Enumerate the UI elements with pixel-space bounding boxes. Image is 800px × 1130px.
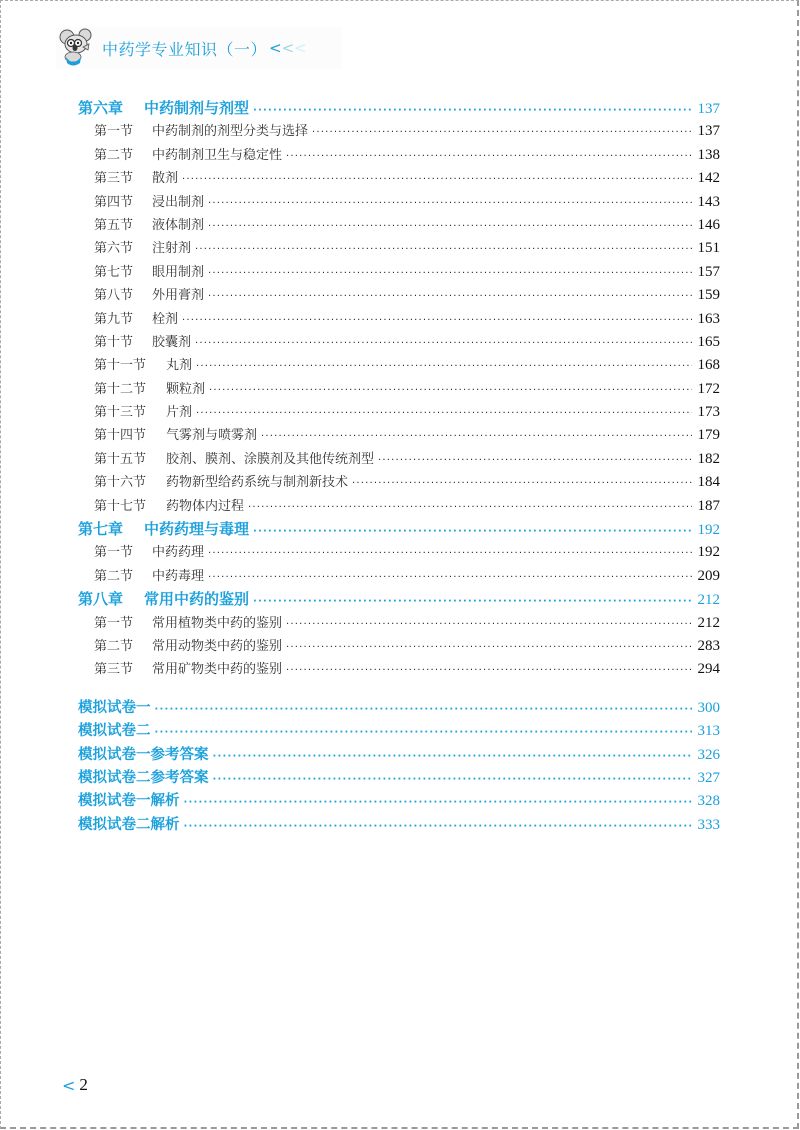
toc-section[interactable]: 第七节 眼用制剂 ····· 157 [78,261,720,284]
toc-appendix[interactable]: 模拟试卷一 ····· 300 [78,696,720,719]
dot-leader [286,619,691,630]
chapter-title: 常用中药的鉴别 [144,590,250,609]
dot-leader [286,665,691,676]
toc-section[interactable]: 第一节 中药药理 ····· 192 [78,541,720,564]
page-footer [62,1075,88,1095]
dot-leader [155,727,692,738]
toc-section[interactable]: 第十节 胶囊剂 ····· 165 [78,331,720,354]
dot-leader [253,526,691,537]
dot-leader [286,642,691,653]
toc-section[interactable]: 第十二节 颗粒剂 ····· 172 [78,378,720,401]
dot-leader [286,151,691,162]
toc-section[interactable]: 第三节 散剂 ····· 142 [78,167,720,190]
dot-leader [208,548,691,559]
toc-section[interactable]: 第十三节 片剂 ····· 173 [78,401,720,424]
toc-section[interactable]: 第九节 栓剂 ····· 163 [78,308,720,331]
dot-leader [196,408,691,419]
toc-section[interactable]: 第十六节 药物新型给药系统与制剂新技术 ····· 184 [78,471,720,494]
dot-leader [208,198,691,209]
chapter-title: 中药药理与毒理 [144,520,250,539]
toc-chapter-8[interactable] [78,588,720,611]
toc-section[interactable]: 第一节 中药制剂的剂型分类与选择 ····· 137 [78,120,720,143]
dot-leader [213,774,692,785]
toc-section[interactable]: 第六节 注射剂 ····· 151 [78,237,720,260]
chapter-title: 中药制剂与剂型 [144,99,250,117]
toc-section[interactable]: 第八节 外用膏剂 ····· 159 [78,284,720,307]
toc-appendix[interactable]: 模拟试卷一解析 ····· 328 [78,789,720,812]
dot-leader [312,127,691,138]
toc-section[interactable]: 第十五节 胶剂、膜剂、涂膜剂及其他传统剂型 ····· 182 [78,448,720,471]
chapter-number: 第七章 [78,520,124,539]
dot-leader [182,315,691,326]
chapter-number: 第六章 [78,99,124,117]
page-number: 212 [697,592,720,609]
dot-leader [195,338,691,349]
dot-leader [261,431,691,442]
toc-section[interactable]: 第三节 常用矿物类中药的鉴别 ····· 294 [78,658,720,681]
dot-leader [378,455,691,466]
toc-appendix[interactable]: 模拟试卷二参考答案 ····· 327 [78,766,720,789]
running-header [56,27,342,69]
page-number: 137 [697,101,720,117]
toc-chapter-6[interactable] [78,97,720,120]
toc-section[interactable]: 第四节 浸出制剂 ····· 143 [78,191,720,214]
koala-mascot-icon [56,27,100,69]
toc-section[interactable]: 第十七节 药物体内过程 ····· 187 [78,495,720,518]
book-title: 中药学专业知识（一） [102,39,268,59]
dot-leader [213,751,692,762]
chevron-left-icon: < [62,1075,76,1095]
header-chevrons-icon: <<< [269,39,307,57]
dot-leader [208,221,691,232]
dot-leader [155,704,692,715]
dot-leader [208,291,691,302]
toc-section[interactable]: 第十四节 气雾剂与喷雾剂 ····· 179 [78,424,720,447]
toc-section[interactable]: 第十一节 丸剂 ····· 168 [78,354,720,377]
toc-appendix[interactable]: 模拟试卷二解析 ····· 333 [78,813,720,836]
dot-leader [209,385,691,396]
dot-leader [208,572,691,583]
dot-leader [208,268,691,279]
chapter-number: 第八章 [78,590,124,609]
dot-leader [253,105,691,116]
toc-section[interactable]: 第二节 常用动物类中药的鉴别 ····· 283 [78,635,720,658]
page-number: 2 [79,1075,88,1094]
toc-appendix[interactable]: 模拟试卷一参考答案 ····· 326 [78,743,720,766]
dot-leader [184,797,692,808]
dot-leader [253,596,691,607]
dot-leader [352,478,691,489]
dot-leader [184,821,692,832]
toc-chapter-7[interactable] [78,518,720,541]
toc-section[interactable]: 第二节 中药制剂卫生与稳定性 ····· 138 [78,144,720,167]
dot-leader [182,174,691,185]
table-of-contents [78,97,720,836]
page-number: 192 [697,522,720,539]
toc-section[interactable]: 第一节 常用植物类中药的鉴别 ····· 212 [78,612,720,635]
toc-section[interactable]: 第五节 液体制剂 ····· 146 [78,214,720,237]
toc-appendix[interactable]: 模拟试卷二 ····· 313 [78,719,720,742]
dot-leader [196,361,691,372]
dot-leader [248,502,691,513]
spacer [78,682,720,696]
dot-leader [195,244,691,255]
toc-section[interactable]: 第二节 中药毒理 ····· 209 [78,565,720,588]
